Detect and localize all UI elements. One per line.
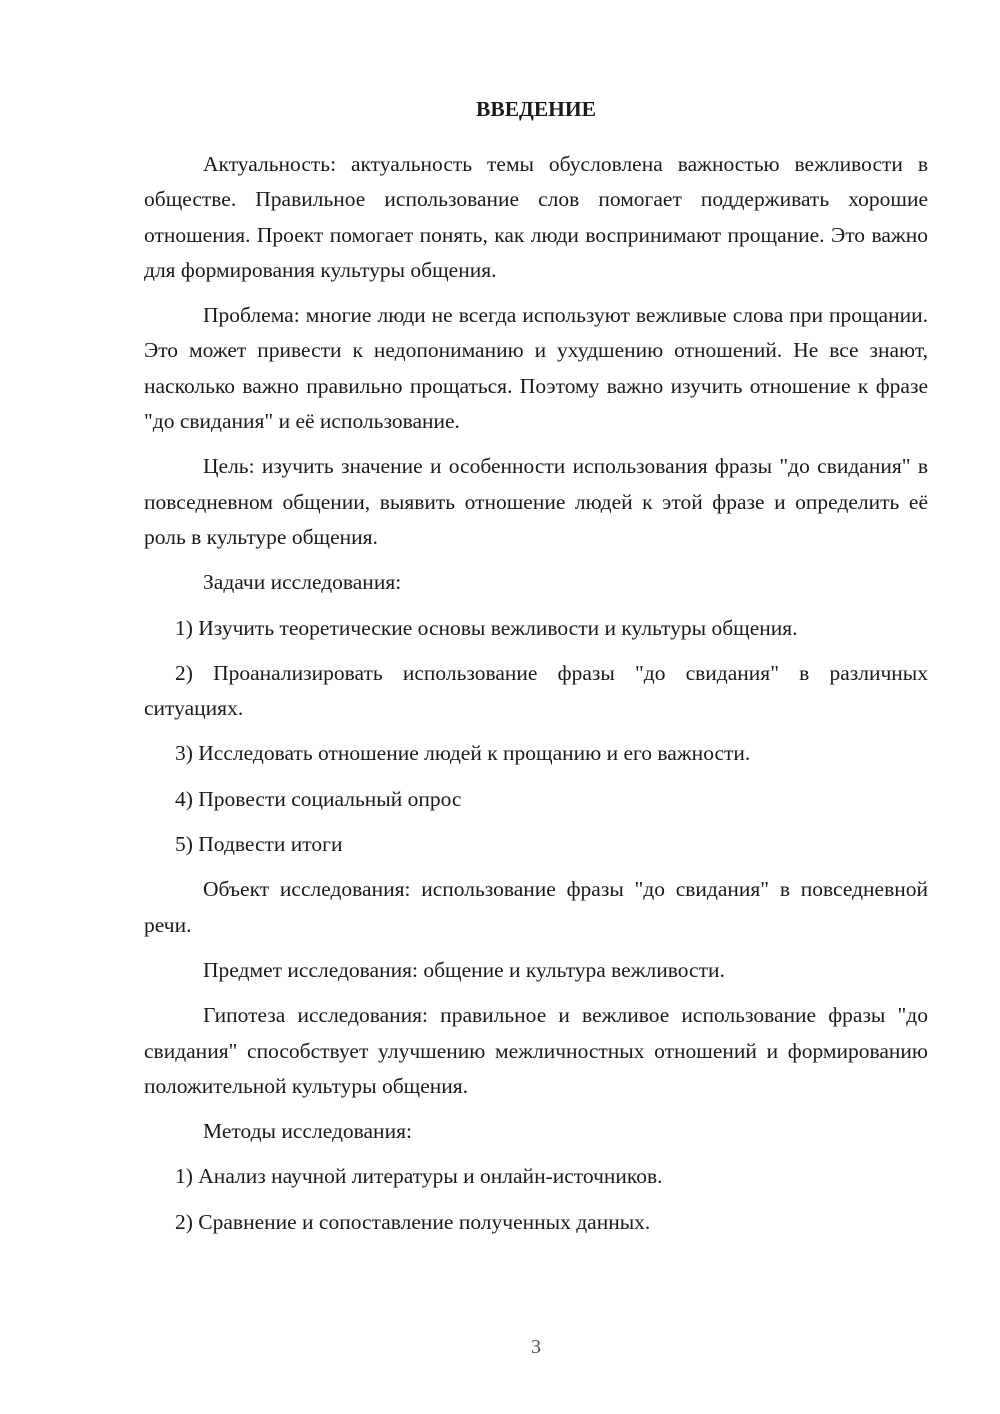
paragraph-subject: Предмет исследования: общение и культура вежливости. xyxy=(203,957,725,982)
page-title: ВВЕДЕНИЕ xyxy=(476,97,596,121)
paragraph-problem: Проблема: многие люди не всегда используют вежливые слова при прощании. Это может привести к недопониманию и ухудшению отношений. Не все знают, насколько важно правильно прощаться. Поэтому важно изучить отношение к фразе "до свидания" и её использование. xyxy=(144,303,928,434)
method-item-1: 1) Анализ научной литературы и онлайн-источников. xyxy=(175,1164,663,1189)
paragraph-goal: Цель: изучить значение и особенности использования фразы "до свидания" в повседневном общении, выявить отношение людей к этой фразе и определить её роль в культуре общения. xyxy=(144,454,928,549)
task-item-3: 3) Исследовать отношение людей к прощанию и его важности. xyxy=(175,741,751,766)
paragraph-methods-heading: Методы исследования: xyxy=(203,1119,412,1144)
page-content xyxy=(144,92,928,1250)
task-item-2: 2) Проанализировать использование фразы "до свидания" в различных ситуациях. xyxy=(144,660,928,721)
paragraph-tasks-heading: Задачи исследования: xyxy=(203,570,402,595)
paragraph-hypothesis: Гипотеза исследования: правильное и вежливое использование фразы "до свидания" способствует улучшению межличностных отношений и формированию положительной культуры общения. xyxy=(144,1003,928,1098)
task-item-5: 5) Подвести итоги xyxy=(175,832,343,857)
method-item-2: 2) Сравнение и сопоставление полученных данных. xyxy=(175,1209,651,1234)
paragraph-relevance: Актуальность: актуальность темы обусловлена важностью вежливости в обществе. Правильное использование слов помогает поддерживать хорошие отношения. Проект помогает понять, как люди воспринимают прощание. Это важно для формирования культуры общения. xyxy=(144,152,928,282)
task-item-4: 4) Провести социальный опрос xyxy=(175,786,462,811)
page-number: 3 xyxy=(531,1336,541,1358)
task-item-1: 1) Изучить теоретические основы вежливости и культуры общения. xyxy=(175,615,798,640)
paragraph-object: Объект исследования: использование фразы "до свидания" в повседневной речи. xyxy=(144,877,928,937)
